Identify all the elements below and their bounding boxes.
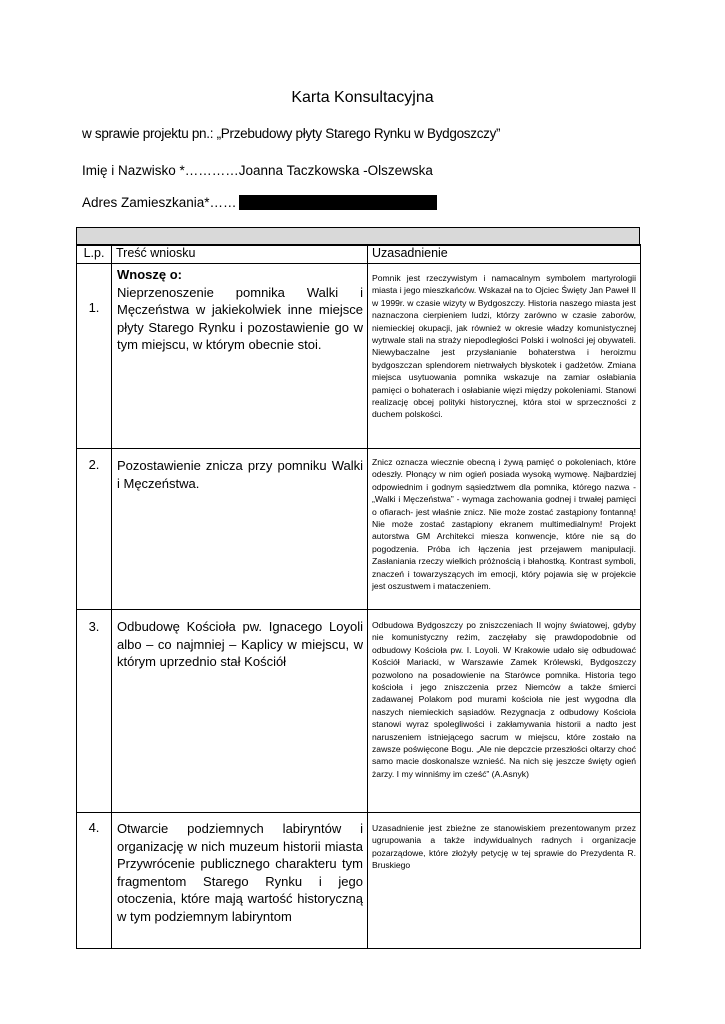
document-subject: w sprawie projektu pn.: „Przebudowy płyty Starego Rynku w Bydgoszczy” <box>82 126 501 141</box>
consultation-table <box>76 244 641 949</box>
table-row <box>77 813 641 949</box>
request-body: Odbudowę Kościoła pw. Ignacego Loyoli albo – co najmniej – Kaplicy w miejscu, w którym uprzednio stał Kościół <box>117 619 363 669</box>
justification-text: Znicz oznacza wiecznie obecną i żywą pamięć o pokoleniach, które odeszły. Płonący w nim ogień posiada wysoką wymowę. Najbardziej odpowiednim i godnym sąsiedztwem dla pomnika, którego nazwa - „Walki i Męczeństwa” - wymaga zachowania godnej i trwałej pamięci o ofiarach- jest właśnie znicz. Nie może zostać zastąpiony fontanną! Nie może zostać zastąpiony ekranem multimedialnym! Projekt autorstwa GM Architekci miesza konwencje, które nie są do pogodzenia. Próba ich łączenia jest przejawem manipulacji. Zasłaniania rzeczy wielkich próżnością i błahostką. Kontrast symboli, znaczeń i towarzyszących im emocji, który pojawia się w projekcie jest oszustwem i mataczeniem. <box>368 449 641 610</box>
name-line: Imię i Nazwisko *…………Joanna Taczkowska -Olszewska <box>82 163 433 178</box>
header-uzasadnienie: Uzasadnienie <box>368 245 641 264</box>
row-number: 4. <box>77 813 112 949</box>
header-lp: L.p. <box>77 245 112 264</box>
request-heading: Wnoszę o: <box>117 267 182 282</box>
justification-text: Uzasadnienie jest zbieżne ze stanowiskiem prezentowanym przez ugrupowania a także indywidualnych radnych i organizacje pozarządowe, które złożyły petycję w tej sprawie do Prezydenta R. Bruskiego <box>368 813 641 949</box>
row-number: 3. <box>77 610 112 813</box>
request-text <box>112 813 368 949</box>
justification-text: Odbudowa Bydgoszczy po zniszczeniach II wojny światowej, gdyby nie komunistyczny reżim, zaczęłaby się prawdopodobnie od odbudowy Kościoła pw. I. Loyoli. W Krakowie udało się odbudować Kościół Mariacki, w Warszawie Zamek Królewski, Bydgoszczy pozwolono na posadowienie na Starówce pomnika. Historia tego kościoła i jego zniszczenia przez Niemców a także śmierci zadawanej Polakom pod murami kościoła nie jest wygodna dla naszych niemieckich sąsiadów. Rezygnacja z odbudowy Kościoła stanowi wyraz spolegliwości i zakłamywania historii a nadto jest naruszeniem istniejącego sacrum w miejscu, które zostało na zawsze poświęcone Bogu. „Ale nie depczcie przeszłości ołtarzy choć samo macie doskonalsze wznieść. Na nich się jeszcze święty ogień żarzy. I my winniśmy im cześć” (A.Asnyk) <box>368 610 641 813</box>
table-header-row <box>77 245 641 264</box>
request-body: Pozostawienie znicza przy pomniku Walki i Męczeństwa. <box>117 458 363 491</box>
header-tresc: Treść wniosku <box>112 245 368 264</box>
request-text <box>112 449 368 610</box>
request-text <box>112 610 368 813</box>
request-body: Nieprzenoszenie pomnika Walki i Męczeństwa w jakiekolwiek inne miejsce płyty Starego Rynku i pozostawienie go w tym miejscu, w którym obecnie stoi. <box>117 284 363 352</box>
table-row <box>77 449 641 610</box>
redacted-address <box>239 195 437 210</box>
table-row <box>77 264 641 449</box>
address-line <box>82 195 437 210</box>
row-number: 1. <box>77 264 112 449</box>
request-text <box>112 264 368 449</box>
address-label: Adres Zamieszkania*…… <box>82 195 237 210</box>
document-title: Karta Konsultacyjna <box>291 89 434 106</box>
table-row <box>77 610 641 813</box>
row-number: 2. <box>77 449 112 610</box>
justification-text: Pomnik jest rzeczywistym i namacalnym symbolem martyrologii miasta i jego mieszkańców. Wskazał na to Ojciec Święty Jan Paweł II w 1999r. w czasie wizyty w Bydgoszczy. Historia naszego miasta jest naznaczona cierpieniem ludzi, którzy zarówno w czasie zaborów, niemieckiej okupacji, jak również w okresie władzy komunistycznej wytrwale stali na straży niepodległości Polski i wolności jej obywateli. Niewybaczalne jest przysłanianie bohaterstwa i heroizmu bydgoszczan splendorem nietrwałych błyskotek i gadżetów. Zmiana miejsca usytuowania pomnika wskazuje na zamiar osłabiania pamięci o bohaterach i osłabianie więzi między pokoleniami. Stanowi realizację obcej polityki historycznej, która stoi w sprzeczności z duchem polskości. <box>368 264 641 449</box>
request-body: Otwarcie podziemnych labiryntów i organizację w nich muzeum historii miasta Przywrócenie publicznego charakteru tym fragmentom Starego Rynku i jego otoczenia, które mają wartość historyczną w tym podziemnym labiryntom <box>117 821 363 924</box>
